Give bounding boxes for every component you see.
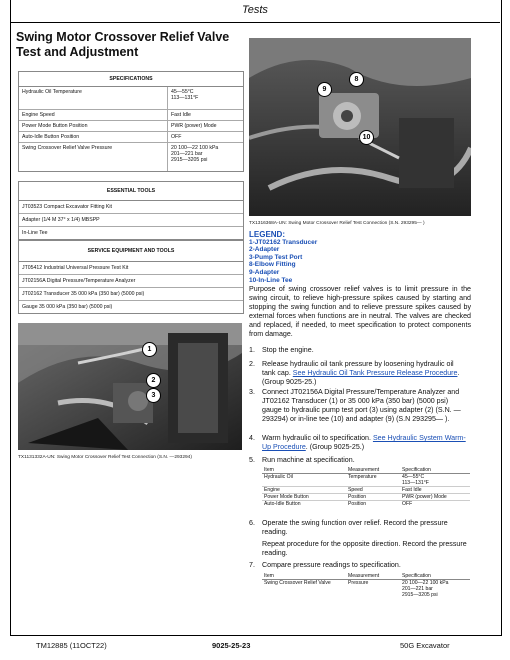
legend — [249, 231, 317, 284]
spec-label: Hydraulic Oil Temperature — [19, 87, 168, 109]
spec-value: PWR (power) Mode — [171, 123, 217, 129]
legend-item: 10-In-Line Tee — [249, 276, 293, 284]
callout-9: 9 — [317, 82, 332, 97]
table-row: Hydraulic Oil Temperature 45—55°C 113—131°F — [262, 474, 470, 487]
legend-item: 9-Adapter — [249, 268, 280, 276]
step-2: 2. Release hydraulic oil tank pressure by loosening hydraulic oil tank cap. See Hydraulic Oil Tank Pressure Release Procedure. (Group 9025-25.) — [249, 360, 460, 386]
legend-heading: LEGEND: — [249, 230, 285, 239]
spec-value: OFF — [171, 134, 182, 140]
tool-item: JT03523 Compact Excavator Fitting Kit — [22, 204, 112, 210]
spec-row — [19, 121, 243, 132]
section-header: Tests — [10, 0, 500, 23]
callout-10: 10 — [359, 130, 374, 145]
tool-item: Adapter (1/4 M 37° x 1/4) MBSPP — [22, 217, 100, 223]
essential-tools-box — [18, 181, 244, 240]
table-row: Power Mode Button Position PWR (power) Mode — [262, 494, 470, 501]
swing-relief-test-photo-left — [18, 323, 242, 450]
footer-doc-id: TM12885 (11OCT22) — [36, 641, 107, 650]
table-row: Swing Crossover Relief Valve Pressure 20 100—22 100 kPa 201—221 bar 2915—3205 psi — [264, 580, 449, 598]
step-6: 6. Operate the swing function over relief. Record the pressure reading. Repeat procedure for the opposite direction. Record the pressure reading. — [249, 519, 467, 557]
legend-item: 8-Elbow Fitting — [249, 261, 296, 269]
col-header: Item — [262, 573, 346, 580]
tool-item: In-Line Tee — [22, 230, 48, 236]
hydraulic-oil-tank-pressure-release-link[interactable]: See Hydraulic Oil Tank Pressure Release Procedure — [292, 369, 458, 377]
spec-row — [19, 110, 243, 121]
swing-relief-test-photo-right — [249, 38, 471, 216]
service-equipment-box — [18, 240, 244, 314]
step-5: 5. Run machine at specification. — [249, 456, 355, 464]
equipment-item: Gauge 35 000 kPa (350 bar) (5000 psi) — [22, 304, 113, 310]
col-header: Specification — [400, 573, 470, 580]
legend-item: 3-Pump Test Port — [249, 253, 303, 261]
service-equipment-heading: SERVICE EQUIPMENT AND TOOLS — [19, 241, 243, 262]
table-row: Auto-Idle Button Position OFF — [264, 501, 413, 507]
footer-page-number: 9025-25-23 — [212, 641, 251, 650]
step-1: 1. Stop the engine. — [249, 346, 314, 354]
spec-row — [19, 132, 243, 143]
step-3: 3. Connect JT02156A Digital Pressure/Temperature Analyzer and JT02162 Transducer (1) or 35 000 kPa (350 bar) (5000 psi) gauge to hydraulic pump test port (3) using adapter (2) (S.N. —293294) or in-line tee (10) and adapter (9) (S.N 293295— ). — [249, 388, 461, 423]
spec-label: Engine Speed — [19, 110, 168, 120]
compare-spec-table — [262, 573, 470, 598]
hydraulic-system-warm-up-link[interactable]: See Hydraulic System Warm-Up Procedure — [262, 434, 466, 451]
specifications-box — [18, 71, 244, 172]
callout-2: 2 — [146, 373, 161, 388]
equipment-item: JT05412 Industrial Universal Pressure Test Kit — [22, 265, 129, 271]
figure-right-caption: TX1316368A-UN: Swing Motor Crossover Relief Test Connection (S.N. 293295— ) — [249, 221, 425, 226]
equipment-item: JT02156A Digital Pressure/Temperature Analyzer — [22, 278, 136, 284]
legend-item: 1-JT02162 Transducer — [249, 238, 318, 246]
essential-tools-heading: ESSENTIAL TOOLS — [19, 182, 243, 201]
spec-label: Power Mode Button Position — [19, 121, 168, 131]
step-7: 7. Compare pressure readings to specification. — [249, 561, 401, 569]
callout-8: 8 — [349, 72, 364, 87]
page-title: Swing Motor Crossover Relief Valve Test and Adjustment — [16, 30, 230, 59]
intro-paragraph: Purpose of swing crossover relief valves is to limit pressure in the swing circuit, to relieve high-pressure spikes caused by starting and stopping the swing function and to relieve pressure spikes caused by external forces when functions are in neutral. The valves are checked and replaced, if needed, to meet specification to protect components from damage. — [249, 285, 471, 338]
figure-left-caption: TX1131332A-UN: Swing Motor Crossover Relief Test Connection (S.N. —293294) — [18, 455, 192, 460]
equipment-item: JT02162 Transducer 35 000 kPa (350 bar) (5000 psi) — [22, 291, 145, 297]
callout-1: 1 — [142, 342, 157, 357]
spec-value: 45—55°C 113—131°F — [171, 89, 199, 101]
table-row: Engine Speed Fast Idle — [262, 487, 470, 494]
specifications-heading: SPECIFICATIONS — [19, 72, 243, 87]
legend-item: 2-Adapter — [249, 246, 280, 254]
spec-row — [19, 87, 243, 110]
col-header: Measurement — [346, 573, 400, 580]
run-spec-table — [262, 467, 470, 507]
spec-value: 20 100—22 100 kPa 201—221 bar 2915—3205 psi — [171, 145, 219, 163]
spec-label: Auto-Idle Button Position — [19, 132, 168, 142]
footer-model: 50G Excavator — [400, 641, 450, 650]
col-header: Item — [262, 467, 346, 474]
callout-3: 3 — [146, 388, 161, 403]
step-4: 4. Warm hydraulic oil to specification. See Hydraulic System Warm-Up Procedure. (Group 9025-25.) — [249, 434, 466, 451]
spec-label: Swing Crossover Relief Valve Pressure — [19, 143, 168, 171]
col-header: Specification — [400, 467, 470, 474]
col-header: Measurement — [346, 467, 400, 474]
spec-value: Fast Idle — [171, 112, 191, 118]
spec-row — [19, 143, 243, 171]
